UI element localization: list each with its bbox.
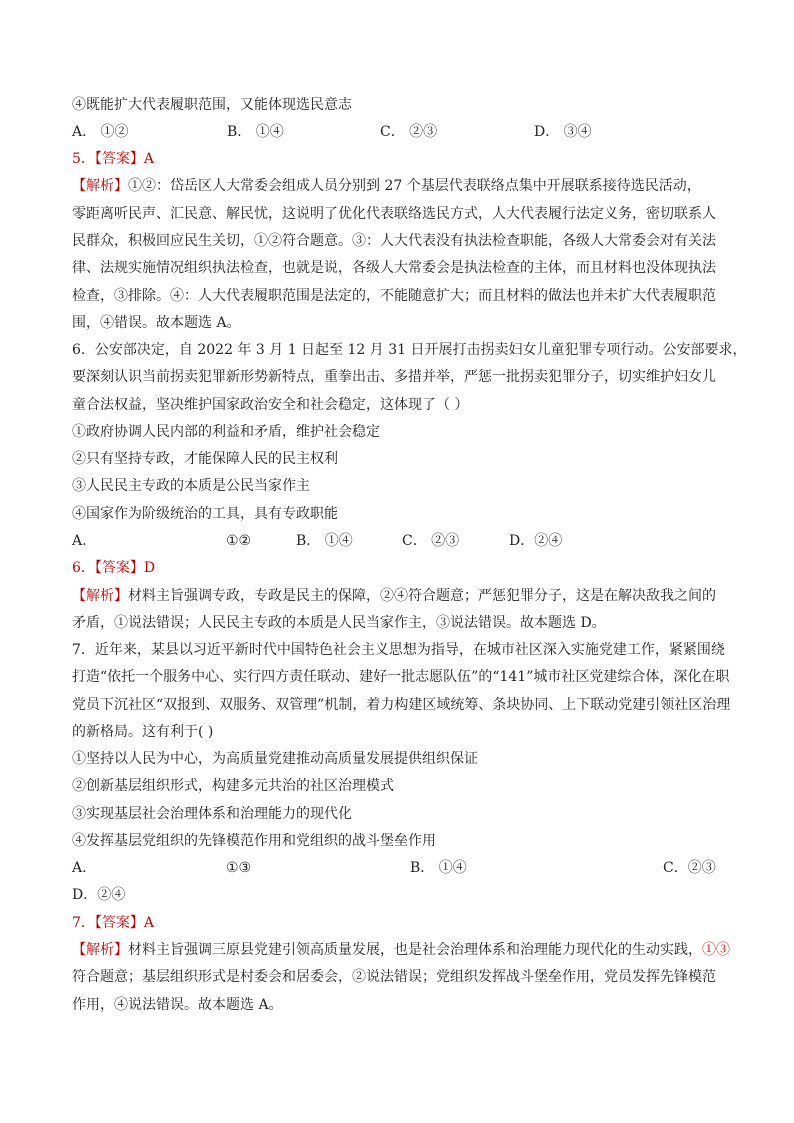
q4-option-b: B． ①④	[227, 124, 284, 140]
q7-item-4: ④发挥基层党组织的先锋模范作用和党组织的战斗堡垒作用	[72, 833, 436, 849]
q7-stem-line-3: 党员下沉社区“双报到、双服务、双管理”机制，着力构建区域统筹、条块协同、上下联动党建引领社区治理	[72, 697, 731, 713]
a7-analysis-label: 【解析】	[72, 942, 128, 958]
q6-option-b: B． ①④	[296, 533, 353, 549]
a7-answer-label: 【答案】A	[94, 915, 155, 931]
q7-option-a-value: ①③	[226, 860, 252, 876]
q7-item-1: ①坚持以人民为中心，为高质量党建推动高质量发展提供组织保证	[72, 751, 478, 767]
a7-analysis-line-2: 符合题意；基层组织形式是村委会和居委会，②说法错误；党组织发挥战斗堡垒作用，党员发挥先锋模范	[72, 969, 716, 985]
q4-item-4: ④既能扩大代表履职范围，又能体现选民意志	[72, 97, 352, 113]
q6-option-d: D．②④	[509, 533, 563, 549]
a5-analysis-line-3: 民群众，积极回应民生关切，①②符合题意。③：人大代表没有执法检查职能，各级人大常委会对有关法	[72, 233, 716, 249]
q6-stem-line-2: 要深刻认识当前拐卖犯罪新形势新特点，重拳出击、多措并举，严惩一批拐卖犯罪分子，切实维护妇女儿	[72, 369, 716, 385]
a5-analysis-label: 【解析】	[72, 178, 128, 194]
a5-analysis-line-2: 零距离听民声、汇民意、解民忧，这说明了优化代表联络选民方式，人大代表履行法定义务，密切联系人	[72, 206, 716, 222]
a7-answer-num: 7．	[72, 915, 95, 931]
a5-answer	[72, 150, 718, 168]
q7-item-2: ②创新基层组织形式，构建多元共治的社区治理模式	[72, 778, 394, 794]
a6-analysis-label: 【解析】	[72, 588, 128, 604]
q7-option-a-letter: A.	[72, 860, 87, 876]
q6-stem-line-3: 童合法权益，坚决维护国家政治安全和社会稳定，这体现了（ ）	[72, 397, 469, 413]
q4-option-d: D． ③④	[534, 124, 592, 140]
a7-analysis-line-1: 【解析】材料主旨强调三原县党建引领高质量发展，也是社会治理体系和治理能力现代化的生动实践，①③	[72, 942, 730, 958]
a5-answer-label: 【答案】A	[94, 151, 155, 167]
a6-analysis-line-2: 矛盾，①说法错误；人民民主专政的本质是人民当家作主，③说法错误。故本题选 D。	[72, 615, 606, 631]
q6-stem-line-1: 6．公安部决定，自 2022 年 3 月 1 日起至 12 月 31 日开展打击拐卖妇女儿童犯罪专项行动。公安部要求，	[72, 342, 747, 358]
a5-analysis-line-6: 围，④错误。故本题选 A。	[72, 315, 241, 331]
a6-answer-label: 【答案】D	[94, 560, 156, 576]
q6-item-3: ③人民民主专政的本质是公民当家作主	[72, 478, 310, 494]
q6-item-2: ②只有坚持专政，才能保障人民的民主权利	[72, 451, 338, 467]
a6-answer-num: 6．	[72, 560, 95, 576]
a7-analysis-line-3: 作用，④说法错误。故本题选 A。	[72, 997, 283, 1013]
q7-stem-line-1: 7．近年来，某县以习近平新时代中国特色社会主义思想为指导，在城市社区深入实施党建工作，紧紧围绕	[72, 642, 725, 658]
q6-option-c: C． ②③	[402, 533, 460, 549]
q7-option-c: C．②③	[663, 860, 716, 876]
a7-analysis-highlight: ①③	[702, 942, 730, 958]
q6-option-a-value: ①②	[226, 533, 252, 549]
a5-analysis-line-5: 检查，③排除。④：人大代表履职范围是法定的，不能随意扩大；而且材料的做法也并未扩大代表履职范	[72, 288, 716, 304]
q4-option-c: C． ②③	[380, 124, 438, 140]
q4-option-a: A． ①②	[72, 124, 129, 140]
a6-analysis-line-1: 【解析】材料主旨强调专政，专政是民主的保障，②④符合题意；严惩犯罪分子，这是在解决敌我之间的	[72, 588, 716, 604]
q7-stem-line-4: 的新格局。这有利于( )	[72, 724, 214, 740]
a5-answer-num: 5．	[72, 151, 95, 167]
a5-analysis-line-4: 律、法规实施情况组织执法检查，也就是说，各级人大常委会是执法检查的主体，而且材料也没体现执法	[72, 260, 716, 276]
q7-stem-line-2: 打造“依托一个服务中心、实行四方责任联动、建好一批志愿队伍”的“141”城市社区党建综合体，深化在职	[72, 669, 730, 685]
a6-answer	[72, 559, 718, 577]
q6-option-a-letter: A.	[72, 533, 87, 549]
q6-item-1: ①政府协调人民内部的利益和矛盾，维护社会稳定	[72, 424, 380, 440]
q7-option-b: B． ①④	[410, 860, 467, 876]
q6-item-4: ④国家作为阶级统治的工具，具有专政职能	[72, 506, 338, 522]
q7-option-d: D．②④	[72, 887, 126, 903]
q7-item-3: ③实现基层社会治理体系和治理能力的现代化	[72, 806, 352, 822]
a7-answer	[72, 914, 718, 932]
a5-analysis-line-1: 【解析】①②：岱岳区人大常委会组成人员分别到 27 个基层代表联络点集中开展联系接待选民活动，	[72, 178, 701, 194]
